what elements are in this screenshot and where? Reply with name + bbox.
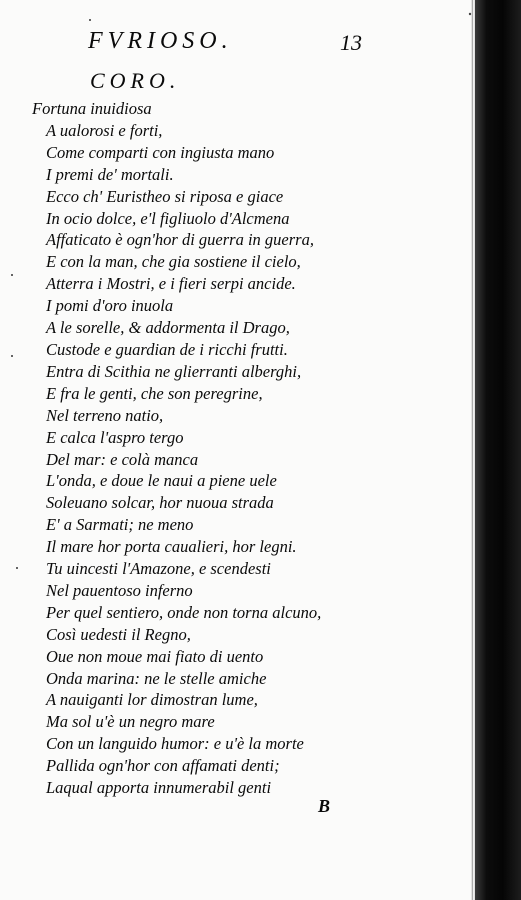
verse-line: Così uedesti il Regno, — [46, 624, 191, 644]
signature-mark: B — [318, 796, 331, 816]
book-binding-edge — [475, 0, 521, 900]
verse-line: Con un languido humor: e u'è la morte — [46, 734, 304, 754]
verse-line: E con la man, che gia sostiene il cielo, — [46, 252, 301, 272]
verse-line: Oue non moue mai fiato di uento — [46, 646, 264, 666]
verse-line: Come comparti con ingiusta mano — [46, 142, 275, 162]
verse-line: Nel pauentoso inferno — [46, 580, 193, 600]
verse-line: Pallida ogn'hor con affamati denti; — [46, 756, 280, 776]
page-number: 13 — [340, 30, 362, 55]
verse-line: Il mare hor porta caualieri, hor legni. — [46, 537, 297, 557]
verse-line: Del mar: e colà manca — [46, 449, 199, 469]
verse-line: A le sorelle, & addormenta il Drago, — [46, 318, 290, 338]
verse-line: Soleuano solcar, hor nuoua strada — [46, 493, 274, 513]
verse-line: A ualorosi e forti, — [46, 120, 163, 140]
verse-line: Per quel sentiero, onde non torna alcuno, — [46, 602, 322, 622]
verse-line: Affaticato è ogn'hor di guerra in guerra, — [46, 230, 314, 250]
running-head: FVRIOSO. — [88, 28, 233, 54]
verse-line: A nauiganti lor dimostran lume, — [46, 690, 258, 710]
verse-line: Laqual apporta innumerabil genti — [46, 778, 272, 798]
verse-line: Ma sol u'è un negro mare — [46, 712, 215, 732]
verse-line: Fortuna inuidiosa — [32, 99, 152, 118]
verse-block — [32, 98, 452, 799]
verse-line: I premi de' mortali. — [46, 164, 174, 184]
verse-line: Atterra i Mostri, e i fieri serpi ancide. — [46, 274, 296, 294]
verse-line: E' a Sarmati; ne meno — [46, 515, 194, 535]
verse-line: E fra le genti, che son peregrine, — [46, 383, 263, 403]
verse-line: Onda marina: ne le stelle amiche — [46, 668, 267, 688]
verse-line: I pomi d'oro inuola — [46, 296, 174, 316]
section-title: CORO. — [90, 68, 181, 93]
verse-line: L'onda, e doue le naui a piene uele — [46, 471, 277, 491]
verse-line: Ecco ch' Euristheo si riposa e giace — [46, 186, 284, 206]
verse-line: E calca l'aspro tergo — [46, 427, 184, 447]
verse-line: In ocio dolce, e'l figliuolo d'Alcmena — [46, 208, 290, 228]
verse-line: Tu uincesti l'Amazone, e scendesti — [46, 559, 271, 579]
verse-line: Entra di Scithia ne glierranti alberghi, — [46, 361, 302, 381]
verse-line: Nel terreno natio, — [46, 405, 164, 425]
verse-line: Custode e guardian de i ricchi frutti. — [46, 339, 288, 359]
